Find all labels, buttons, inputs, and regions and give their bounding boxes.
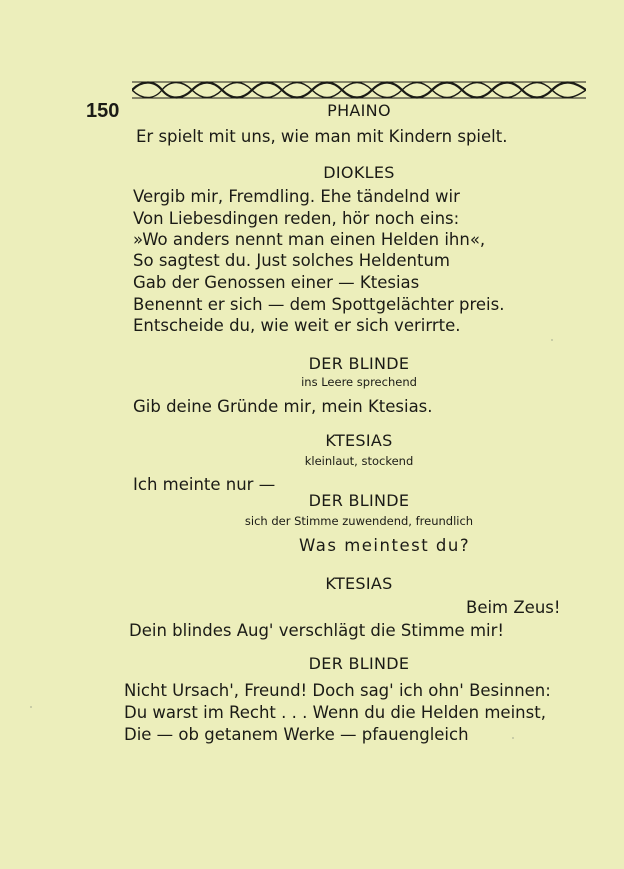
speaker-name: KTESIAS — [325, 431, 393, 450]
verse-line: Er spielt mit uns, wie man mit Kindern spielt. — [136, 127, 508, 146]
speaker-name: DIOKLES — [323, 163, 395, 182]
paper-speck — [30, 706, 32, 708]
paper-speck — [551, 339, 553, 341]
verse-line: Benennt er sich — dem Spottgelächter preis. — [133, 295, 505, 314]
stage-direction: kleinlaut, stockend — [304, 454, 414, 468]
stage-direction: sich der Stimme zuwendend, freundlich — [244, 514, 474, 528]
verse-line: Beim Zeus! — [466, 598, 561, 617]
speaker-name: DER BLINDE — [308, 491, 410, 510]
verse-line: Die — ob getanem Werke — pfauengleich — [124, 725, 469, 744]
verse-line: Dein blindes Aug' verschlägt die Stimme mir! — [129, 621, 504, 640]
stage-direction: ins Leere sprechend — [301, 375, 417, 389]
verse-line: Vergib mir, Fremdling. Ehe tändelnd wir — [133, 187, 460, 206]
verse-line: Du warst im Recht . . . Wenn du die Helden meinst, — [124, 703, 546, 722]
page-number: 150 — [86, 100, 120, 122]
verse-line: Von Liebesdingen reden, hör noch eins: — [133, 209, 460, 228]
speaker-name: KTESIAS — [325, 574, 393, 593]
verse-line: Gab der Genossen einer — Ktesias — [133, 273, 420, 292]
verse-line: So sagtest du. Just solches Heldentum — [133, 251, 451, 270]
verse-line: »Wo anders nennt man einen Helden ihn«, — [133, 230, 486, 249]
speaker-name: PHAINO — [327, 101, 391, 120]
verse-line: Nicht Ursach', Freund! Doch sag' ich ohn' Besinnen: — [124, 681, 551, 700]
speaker-name: DER BLINDE — [308, 654, 410, 673]
speaker-name: DER BLINDE — [308, 354, 410, 373]
ornamental-border-icon — [132, 79, 586, 101]
verse-line: Was meintest du? — [299, 536, 471, 555]
paper-speck — [512, 737, 514, 739]
verse-line: Entscheide du, wie weit er sich verirrte. — [133, 316, 461, 335]
verse-line: Gib deine Gründe mir, mein Ktesias. — [133, 397, 433, 416]
verse-line: Ich meinte nur — — [133, 475, 276, 494]
